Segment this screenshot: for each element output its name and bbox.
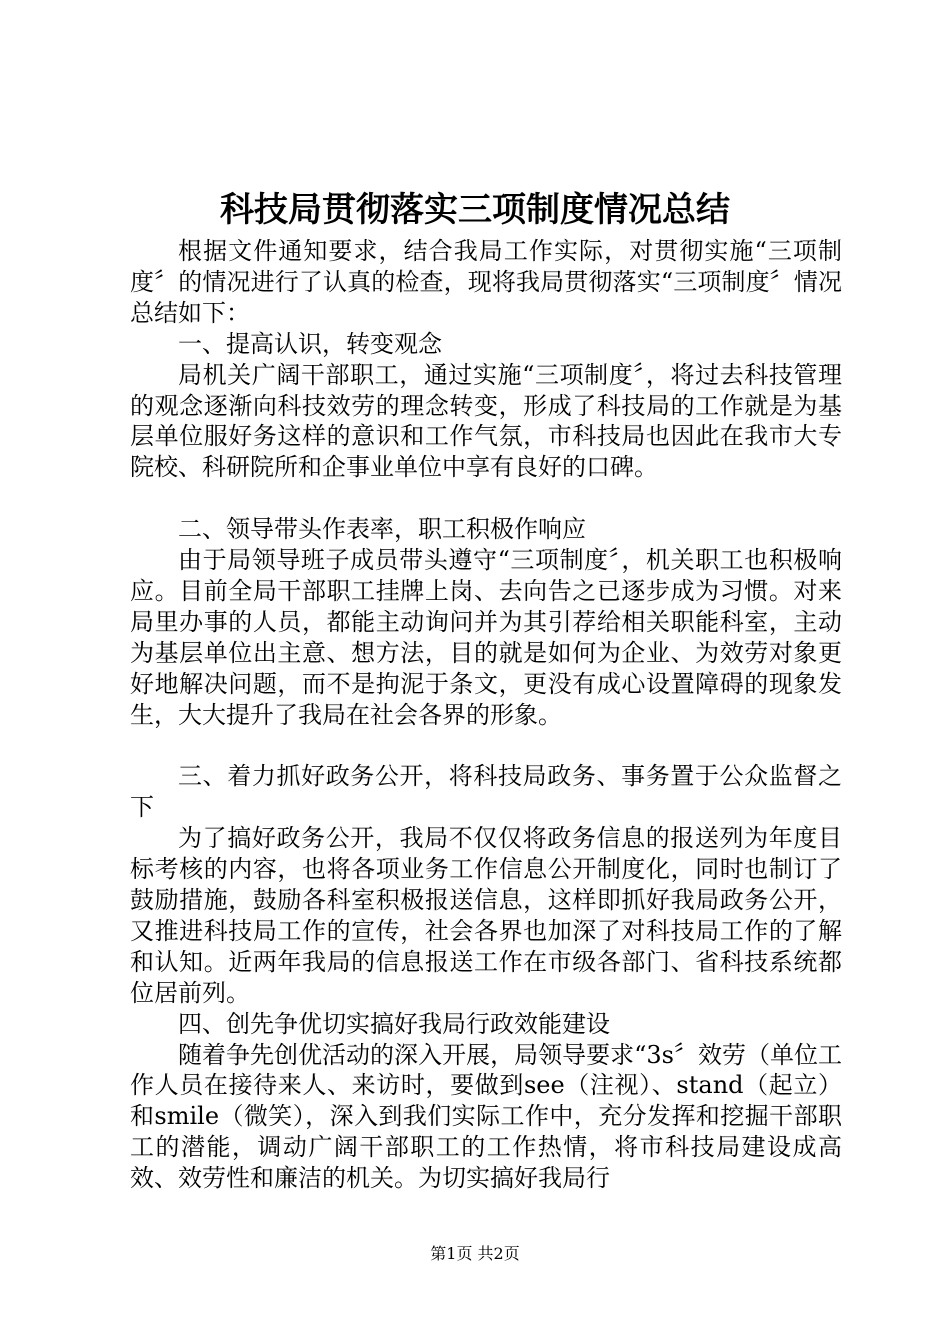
section-heading-3: 三、着力抓好政务公开，将科技局政务、事务置于公众监督之下	[130, 762, 842, 822]
section-paragraph-1: 局机关广阔干部职工，通过实施“三项制度〞，将过去科技管理的观念逐渐向科技效劳的理念转变，形成了科技局的工作就是为基层单位服好务这样的意识和工作气氛，市科技局也因此在我市大专院校、科研院所和企事业单位中享有良好的口碑。	[130, 360, 842, 482]
paragraph-gap	[130, 483, 842, 514]
intro-paragraph: 根据文件通知要求，结合我局工作实际，对贯彻实施“三项制度〞的情况进行了认真的检查，现将我局贯彻落实“三项制度〞情况总结如下：	[130, 237, 842, 327]
page-number: 第1页 共2页	[430, 1244, 520, 1263]
paragraph-gap	[130, 730, 842, 761]
section-paragraph-4: 随着争先创优活动的深入开展，局领导要求“3s〞效劳（单位工作人员在接待来人、来访时，要做到see（注视）、stand（起立）和smile（微笑），深入到我们实际工作中，充分发挥和挖掘干部职工的潜能，调动广阔干部职工的工作热情，将市科技局建设成高效、效劳性和廉洁的机关。为切实搞好我局行	[130, 1040, 842, 1193]
section-paragraph-2: 由于局领导班子成员带头遵守“三项制度〞，机关职工也积极响应。目前全局干部职工挂牌上岗、去向告之已逐步成为习惯。对来局里办事的人员，都能主动询问并为其引荐给相关职能科室，主动为基层单位出主意、想方法，目的就是如何为企业、为效劳对象更好地解决问题，而不是拘泥于条文，更没有成心设置障碍的现象发生，大大提升了我局在社会各界的形象。	[130, 546, 842, 729]
document-title: 科技局贯彻落实三项制度情况总结	[220, 190, 730, 230]
document-body	[130, 236, 842, 1194]
section-heading-2: 二、领导带头作表率，职工积极作响应	[178, 515, 586, 544]
section-paragraph-3: 为了搞好政务公开，我局不仅仅将政务信息的报送列为年度目标考核的内容，也将各项业务工作信息公开制度化，同时也制订了鼓励措施，鼓励各科室积极报送信息，这样即抓好我局政务公开，又推进科技局工作的宣传，社会各界也加深了对科技局工作的了解和认知。近两年我局的信息报送工作在市级各部门、省科技系统都位居前列。	[130, 824, 842, 1007]
section-heading-1: 一、提高认识，转变观念	[178, 329, 442, 358]
section-heading-4: 四、创先争优切实搞好我局行政效能建设	[178, 1009, 610, 1038]
